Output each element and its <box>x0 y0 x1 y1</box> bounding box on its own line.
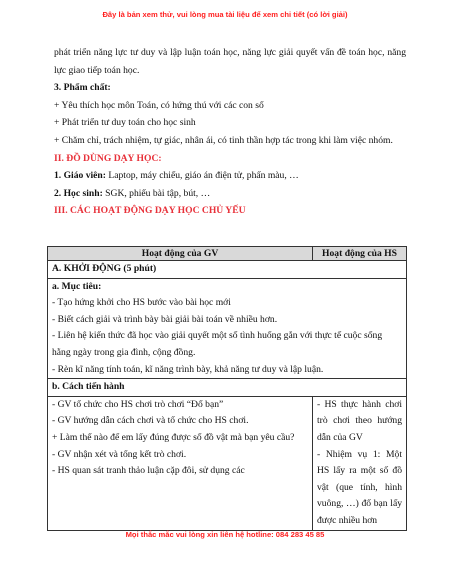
document-body <box>54 44 406 220</box>
teacher-step: - GV tổ chức cho HS chơi trò chơi “Đố bạn” <box>52 398 224 410</box>
table-row <box>48 379 407 397</box>
section3-heading: 3. Phẩm chất: <box>54 82 111 94</box>
student-step: - Nhiệm vụ 1: Một HS lấy ra một số đồ vật (que tính, hình vuông, …) đố bạn lấy được nhiều hơn <box>317 448 402 526</box>
section-ii-heading: II. ĐỒ DÙNG DẠY HỌC: <box>54 152 162 164</box>
quality-item: + Chăm chỉ, trách nhiệm, tự giác, nhân ái, có tinh thần hợp tác trong khi làm việc nhóm. <box>54 134 393 146</box>
student-label: 2. Học sinh: <box>54 187 103 199</box>
quality-item: + Phát triển tư duy toán cho học sinh <box>54 117 196 129</box>
table-row <box>48 261 407 279</box>
student-step: - HS thực hành chơi trò chơi theo hướng dẫn của GV <box>317 398 402 443</box>
table-row <box>48 396 407 530</box>
column-header-student: Hoạt động của HS <box>313 247 407 261</box>
teacher-steps-cell <box>48 396 313 530</box>
hotline-footer-banner: Mọi thắc mắc vui lòng xin liên hệ hotline: 084 283 45 85 <box>125 530 325 539</box>
intro-paragraph: phát triển năng lực tư duy và lập luận toán học, năng lực giải quyết vấn đề toán học, năng lực giao tiếp toán học. <box>54 47 406 76</box>
lesson-activity-table <box>47 246 407 531</box>
objective-item: - Liên hệ kiến thức đã học vào giải quyết một số tình huống gắn với thực tế cuộc sống hằng ngày trong gia đình, cộng đồng. <box>52 330 383 358</box>
objectives-heading: a. Mục tiêu: <box>52 280 102 292</box>
teacher-materials-text: Laptop, máy chiếu, giáo án điện tử, phấn màu, … <box>105 170 299 182</box>
preview-notice-banner: Đây là bản xem thử, vui lòng mua tài liệu để xem chi tiết (có lời giải) <box>102 10 348 19</box>
section-iii-heading: III. CÁC HOẠT ĐỘNG DẠY HỌC CHỦ YẾU <box>54 205 246 217</box>
table-row <box>48 278 407 379</box>
student-steps-cell <box>313 396 407 530</box>
student-materials-text: SGK, phiếu bài tập, bút, … <box>102 187 211 199</box>
activity-title: A. KHỞI ĐỘNG (5 phút) <box>48 261 407 279</box>
teacher-materials <box>54 167 406 185</box>
teacher-label: 1. Giáo viên: <box>54 170 106 182</box>
table-header-row <box>48 247 407 261</box>
objective-item: - Rèn kĩ năng tính toán, kĩ năng trình bày, khả năng tư duy và lập luận. <box>52 363 324 375</box>
objective-item: - Biết cách giải và trình bày bài giải bài toán về nhiều hơn. <box>52 313 278 325</box>
column-header-teacher: Hoạt động của GV <box>48 247 313 261</box>
teacher-step: - GV hướng dẫn cách chơi và tổ chức cho HS chơi. <box>52 415 249 427</box>
teacher-step: - GV nhận xét và tổng kết trò chơi. <box>52 448 187 460</box>
student-materials <box>54 185 406 203</box>
procedure-heading: b. Cách tiến hành <box>48 379 407 397</box>
teacher-step: + Làm thế nào để em lấy đúng được số đồ vật mà bạn yêu cầu? <box>52 431 295 443</box>
quality-item: + Yêu thích học môn Toán, có hứng thú với các con số <box>54 99 264 111</box>
teacher-step: - HS quan sát tranh thảo luận cặp đôi, sử dụng các <box>52 465 245 477</box>
objectives-cell <box>48 278 407 379</box>
objective-item: - Tạo hứng khởi cho HS bước vào bài học mới <box>52 297 231 309</box>
